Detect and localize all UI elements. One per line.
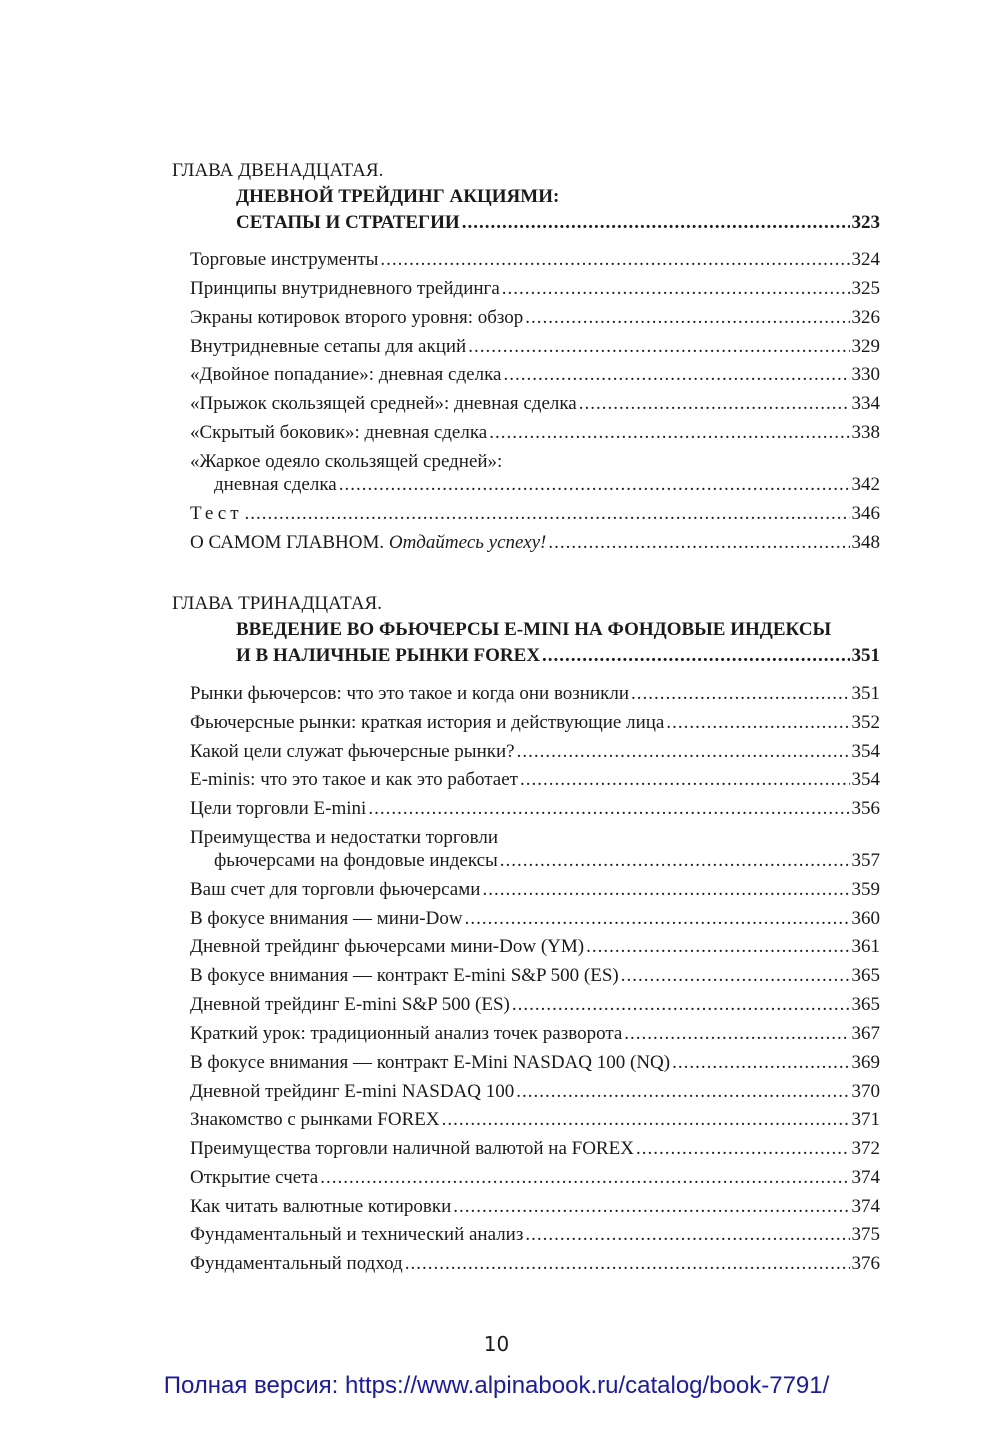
toc-entry [190,1224,880,1252]
toc-entry [190,769,880,797]
toc-entry [214,850,880,878]
toc-entry [190,908,880,936]
leader-dots [405,1253,850,1275]
toc-entry-title: Ваш счет для торговли фьючерсами [190,879,481,900]
toc-entry-page: 330 [851,364,880,385]
toc-entry-page: 369 [851,1052,880,1073]
toc-entry-title: Дневной трейдинг E-mini S&P 500 (ES) [190,994,510,1015]
full-version-link[interactable]: Полная версия: https://www.alpinabook.ru/catalog/book-7791/ [163,1372,830,1399]
toc-entry-title: Экраны котировок второго уровня: обзор [190,307,524,328]
toc-entry-title: «Прыжок скользящей средней»: дневная сделка [190,393,577,414]
toc-entry-page: 351 [851,683,880,704]
toc-entry-page: 348 [851,532,880,553]
toc-entry-title: Дневной трейдинг E-mini NASDAQ 100 [190,1081,515,1102]
toc-entry-page: 372 [851,1138,880,1159]
toc-entry [190,879,880,907]
toc-entry [190,278,880,306]
toc-entry-title [190,532,546,554]
toc-entry-page: 361 [851,936,880,957]
toc-entry-page: 346 [851,503,880,524]
toc-entry-page: 367 [851,1023,880,1044]
toc-entry [190,393,880,421]
leader-dots [516,1081,849,1103]
toc-entry-title: «Скрытый боковик»: дневная сделка [190,422,488,443]
toc-entry [214,474,880,502]
toc-entry [190,1196,880,1224]
toc-entry-title: «Двойное попадание»: дневная сделка [190,364,502,385]
toc-entry [190,936,880,964]
toc-entry [190,1253,880,1281]
toc-entry-title-line1: «Жаркое одеяло скользящей средней»: [190,451,503,472]
leader-dots [525,1224,849,1246]
toc-entry [190,532,880,560]
toc-entry-page: 326 [851,307,880,328]
toc-entry-page: 329 [851,336,880,357]
toc-entry-title-italic: Отдайтесь успеху! [388,532,547,553]
leader-dots [380,249,849,271]
toc-entry-title: Фьючерсные рынки: краткая история и действующие лица [190,712,665,733]
toc-entry-title: Рынки фьючерсов: что это такое и когда они возникли [190,683,630,704]
toc-entry-page: 374 [851,1167,880,1188]
leader-dots [320,1167,849,1189]
leader-dots [339,474,850,496]
toc-entry [190,307,880,335]
toc-entry-page: 342 [851,474,880,495]
chapter-13-label: ГЛАВА ТРИНАДЦАТАЯ. [172,593,382,614]
toc-entry-page: 357 [851,850,880,871]
leader-dots [503,364,849,386]
leader-dots [636,1138,850,1160]
toc-entry-page: 370 [851,1081,880,1102]
toc-entry [190,422,880,450]
toc-entry [190,1167,880,1195]
leader-dots [520,769,850,791]
chapter-13-title-entry [236,645,880,673]
page-number: 10 [483,1332,510,1356]
leader-dots [548,532,849,554]
leader-dots [512,994,850,1016]
toc-entry [190,1052,880,1080]
toc-entry-title: E-minis: что это такое и как это работает [190,769,518,790]
chapter-12-title-entry [236,212,880,240]
leader-dots [542,645,849,667]
chapter-13-title-line2: И В НАЛИЧНЫЕ РЫНКИ FOREX [236,645,541,666]
toc-entry-title: Как читать валютные котировки [190,1196,452,1217]
leader-dots [621,965,850,987]
leader-dots [631,683,849,705]
toc-entry-title-line2: дневная сделка [214,474,337,495]
toc-entry-page: 374 [851,1196,880,1217]
toc-entry-title: Знакомство с рынками FOREX [190,1109,440,1130]
toc-entry-title: В фокусе внимания — контракт E-Mini NASDAQ 100 (NQ) [190,1052,671,1073]
toc-entry-title-line2: фьючерсами на фондовые индексы [214,850,498,871]
leader-dots [453,1196,849,1218]
chapter-12-title-page: 323 [851,212,880,233]
toc-entry [190,741,880,769]
leader-dots [245,503,850,525]
toc-entry-page: 376 [851,1253,880,1274]
leader-dots [468,336,849,358]
toc-entry-page: 359 [851,879,880,900]
toc-entry-page: 325 [851,278,880,299]
toc-entry-title: Торговые инструменты [190,249,379,270]
toc-entry-title: Внутридневные сетапы для акций [190,336,467,357]
toc-entry [190,1109,880,1137]
toc-entry-page: 360 [851,908,880,929]
toc-entry [190,1023,880,1051]
toc-entry-page: 375 [851,1224,880,1245]
toc-entry-page: 354 [851,769,880,790]
toc-entry [190,994,880,1022]
chapter-12-label: ГЛАВА ДВЕНАДЦАТАЯ. [172,160,384,181]
leader-dots [502,278,850,300]
toc-entry [190,683,880,711]
toc-entry-title: Принципы внутридневного трейдинга [190,278,500,299]
chapter-12-title-line1: ДНЕВНОЙ ТРЕЙДИНГ АКЦИЯМИ: [236,186,560,207]
leader-dots [500,850,850,872]
leader-dots [672,1052,849,1074]
toc-entry-title: Открытие счета [190,1167,319,1188]
toc-entry [190,1138,880,1166]
toc-entry-page: 334 [851,393,880,414]
chapter-13-title-line1: ВВЕДЕНИЕ ВО ФЬЮЧЕРСЫ E-MINI НА ФОНДОВЫЕ ИНДЕКСЫ [236,619,832,640]
toc-entry-page: 371 [851,1109,880,1130]
toc-entry-title: Фундаментальный и технический анализ [190,1224,524,1245]
toc-entry [190,249,880,277]
toc-entry-title: Краткий урок: традиционный анализ точек разворота [190,1023,623,1044]
toc-entry-title: Дневной трейдинг фьючерсами мини-Dow (YM) [190,936,585,957]
chapter-12-title-line2: СЕТАПЫ И СТРАТЕГИИ [236,212,460,233]
toc-entry-title: В фокусе внимания — мини-Dow [190,908,463,929]
leader-dots [579,393,850,415]
leader-dots [525,307,849,329]
toc-entry-title: Тест [190,503,243,524]
toc-entry-page: 356 [851,798,880,819]
leader-dots [368,798,849,820]
toc-entry [190,336,880,364]
toc-entry-title: В фокусе внимания — контракт E-mini S&P 500 (ES) [190,965,619,986]
toc-entry-title-line1: Преимущества и недостатки торговли [190,827,499,848]
chapter-13-title-page: 351 [851,645,880,666]
leader-dots [465,908,850,930]
toc-entry-page: 365 [851,965,880,986]
toc-entry [190,712,880,740]
toc-entry-title: Цели торговли E-mini [190,798,367,819]
toc-entry-page: 352 [851,712,880,733]
toc-entry-title: Какой цели служат фьючерсные рынки? [190,741,515,762]
leader-dots [442,1109,850,1131]
toc-entry [190,364,880,392]
toc-entry [190,798,880,826]
toc-entry-page: 354 [851,741,880,762]
toc-entry-page: 324 [851,249,880,270]
leader-dots [482,879,849,901]
leader-dots [462,212,850,234]
leader-dots [666,712,849,734]
toc-entry-page: 338 [851,422,880,443]
leader-dots [489,422,849,444]
toc-entry-title-plain: О САМОМ ГЛАВНОМ. [190,532,385,553]
leader-dots [517,741,850,763]
toc-entry [190,965,880,993]
leader-dots [586,936,849,958]
toc-entry-title: Фундаментальный подход [190,1253,403,1274]
toc-entry [190,1081,880,1109]
toc-entry-title: Преимущества торговли наличной валютой на FOREX [190,1138,634,1159]
toc-entry [190,503,880,531]
toc-entry-page: 365 [851,994,880,1015]
leader-dots [624,1023,849,1045]
